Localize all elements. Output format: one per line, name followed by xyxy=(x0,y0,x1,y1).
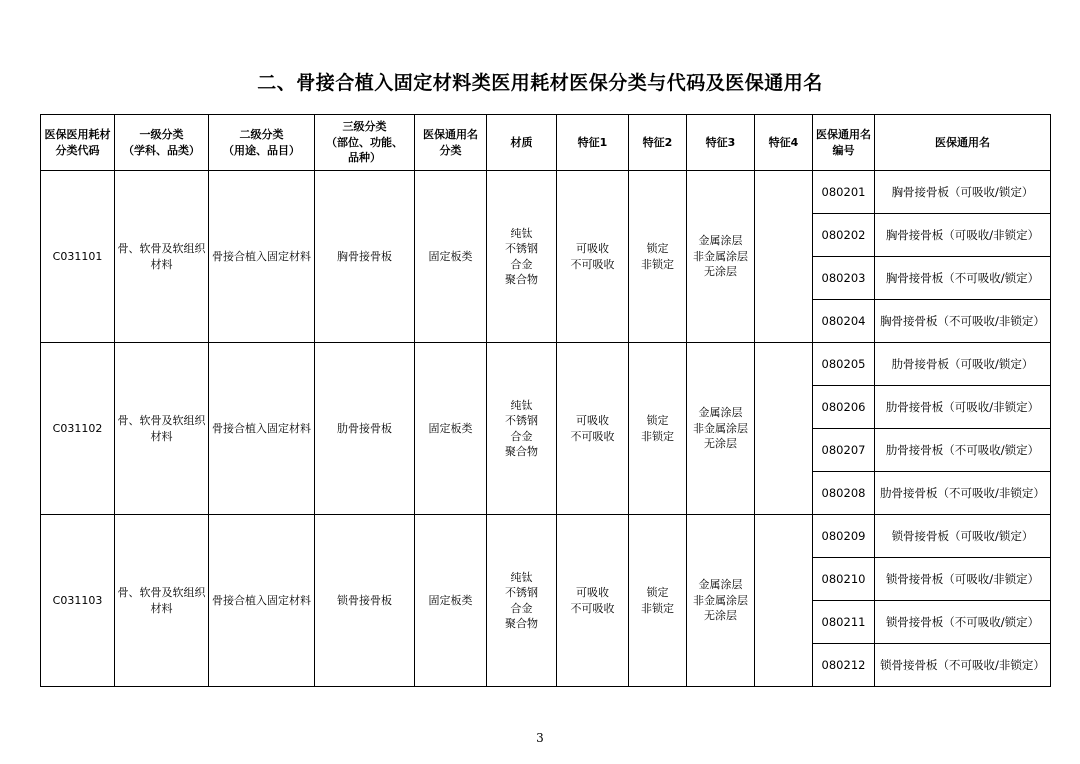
common-name-cell: 肋骨接骨板（不可吸收/锁定） xyxy=(875,429,1051,472)
level2-cell: 骨接合植入固定材料 xyxy=(209,171,315,343)
common-name-number-cell: 080207 xyxy=(813,429,875,472)
feature4-cell xyxy=(755,515,813,687)
header-feature2: 特征2 xyxy=(629,115,687,171)
common-name-cell: 胸骨接骨板（不可吸收/锁定） xyxy=(875,257,1051,300)
insurance-code-cell: C031101 xyxy=(41,171,115,343)
common-name-cell: 胸骨接骨板（可吸收/非锁定） xyxy=(875,214,1051,257)
feature3-cell: 金属涂层 非金属涂层 无涂层 xyxy=(687,515,755,687)
feature4-cell xyxy=(755,343,813,515)
level3-cell: 锁骨接骨板 xyxy=(315,515,415,687)
common-name-cell: 锁骨接骨板（可吸收/非锁定） xyxy=(875,558,1051,601)
header-feature1: 特征1 xyxy=(557,115,629,171)
header-common-name-no: 医保通用名 编号 xyxy=(813,115,875,171)
common-name-number-cell: 080210 xyxy=(813,558,875,601)
header-insurance-code: 医保医用耗材 分类代码 xyxy=(41,115,115,171)
level2-cell: 骨接合植入固定材料 xyxy=(209,343,315,515)
feature2-cell: 锁定 非锁定 xyxy=(629,171,687,343)
level3-cell: 胸骨接骨板 xyxy=(315,171,415,343)
category-cell: 固定板类 xyxy=(415,343,487,515)
common-name-number-cell: 080208 xyxy=(813,472,875,515)
header-category: 医保通用名 分类 xyxy=(415,115,487,171)
common-name-number-cell: 080202 xyxy=(813,214,875,257)
common-name-number-cell: 080203 xyxy=(813,257,875,300)
page-title: 二、骨接合植入固定材料类医用耗材医保分类与代码及医保通用名 xyxy=(257,72,823,94)
common-name-number-cell: 080204 xyxy=(813,300,875,343)
header-level2: 二级分类 （用途、品目） xyxy=(209,115,315,171)
classification-table xyxy=(40,114,1051,687)
header-level3: 三级分类 （部位、功能、 品种） xyxy=(315,115,415,171)
feature1-cell: 可吸收 不可吸收 xyxy=(557,343,629,515)
feature4-cell xyxy=(755,171,813,343)
common-name-cell: 肋骨接骨板（可吸收/非锁定） xyxy=(875,386,1051,429)
material-cell: 纯钛 不锈钢 合金 聚合物 xyxy=(487,515,557,687)
feature3-cell: 金属涂层 非金属涂层 无涂层 xyxy=(687,171,755,343)
feature1-cell: 可吸收 不可吸收 xyxy=(557,171,629,343)
category-cell: 固定板类 xyxy=(415,171,487,343)
common-name-cell: 肋骨接骨板（可吸收/锁定） xyxy=(875,343,1051,386)
common-name-number-cell: 080212 xyxy=(813,644,875,687)
common-name-number-cell: 080209 xyxy=(813,515,875,558)
header-common-name: 医保通用名 xyxy=(875,115,1051,171)
common-name-cell: 胸骨接骨板（不可吸收/非锁定） xyxy=(875,300,1051,343)
common-name-number-cell: 080211 xyxy=(813,601,875,644)
material-cell: 纯钛 不锈钢 合金 聚合物 xyxy=(487,171,557,343)
category-cell: 固定板类 xyxy=(415,515,487,687)
insurance-code-cell: C031102 xyxy=(41,343,115,515)
table-row xyxy=(41,171,1051,214)
header-material: 材质 xyxy=(487,115,557,171)
table-header-row xyxy=(41,115,1051,171)
material-cell: 纯钛 不锈钢 合金 聚合物 xyxy=(487,343,557,515)
common-name-number-cell: 080201 xyxy=(813,171,875,214)
level1-cell: 骨、软骨及软组织 材料 xyxy=(115,343,209,515)
common-name-cell: 肋骨接骨板（不可吸收/非锁定） xyxy=(875,472,1051,515)
header-level1: 一级分类 （学科、品类） xyxy=(115,115,209,171)
page-number: 3 xyxy=(536,731,544,745)
common-name-cell: 锁骨接骨板（不可吸收/锁定） xyxy=(875,601,1051,644)
insurance-code-cell: C031103 xyxy=(41,515,115,687)
level3-cell: 肋骨接骨板 xyxy=(315,343,415,515)
feature3-cell: 金属涂层 非金属涂层 无涂层 xyxy=(687,343,755,515)
feature2-cell: 锁定 非锁定 xyxy=(629,515,687,687)
level1-cell: 骨、软骨及软组织 材料 xyxy=(115,515,209,687)
table-row xyxy=(41,515,1051,558)
level2-cell: 骨接合植入固定材料 xyxy=(209,515,315,687)
level1-cell: 骨、软骨及软组织 材料 xyxy=(115,171,209,343)
feature2-cell: 锁定 非锁定 xyxy=(629,343,687,515)
header-feature3: 特征3 xyxy=(687,115,755,171)
common-name-cell: 锁骨接骨板（可吸收/锁定） xyxy=(875,515,1051,558)
common-name-number-cell: 080206 xyxy=(813,386,875,429)
header-feature4: 特征4 xyxy=(755,115,813,171)
common-name-number-cell: 080205 xyxy=(813,343,875,386)
common-name-cell: 锁骨接骨板（不可吸收/非锁定） xyxy=(875,644,1051,687)
feature1-cell: 可吸收 不可吸收 xyxy=(557,515,629,687)
common-name-cell: 胸骨接骨板（可吸收/锁定） xyxy=(875,171,1051,214)
table-row xyxy=(41,343,1051,386)
